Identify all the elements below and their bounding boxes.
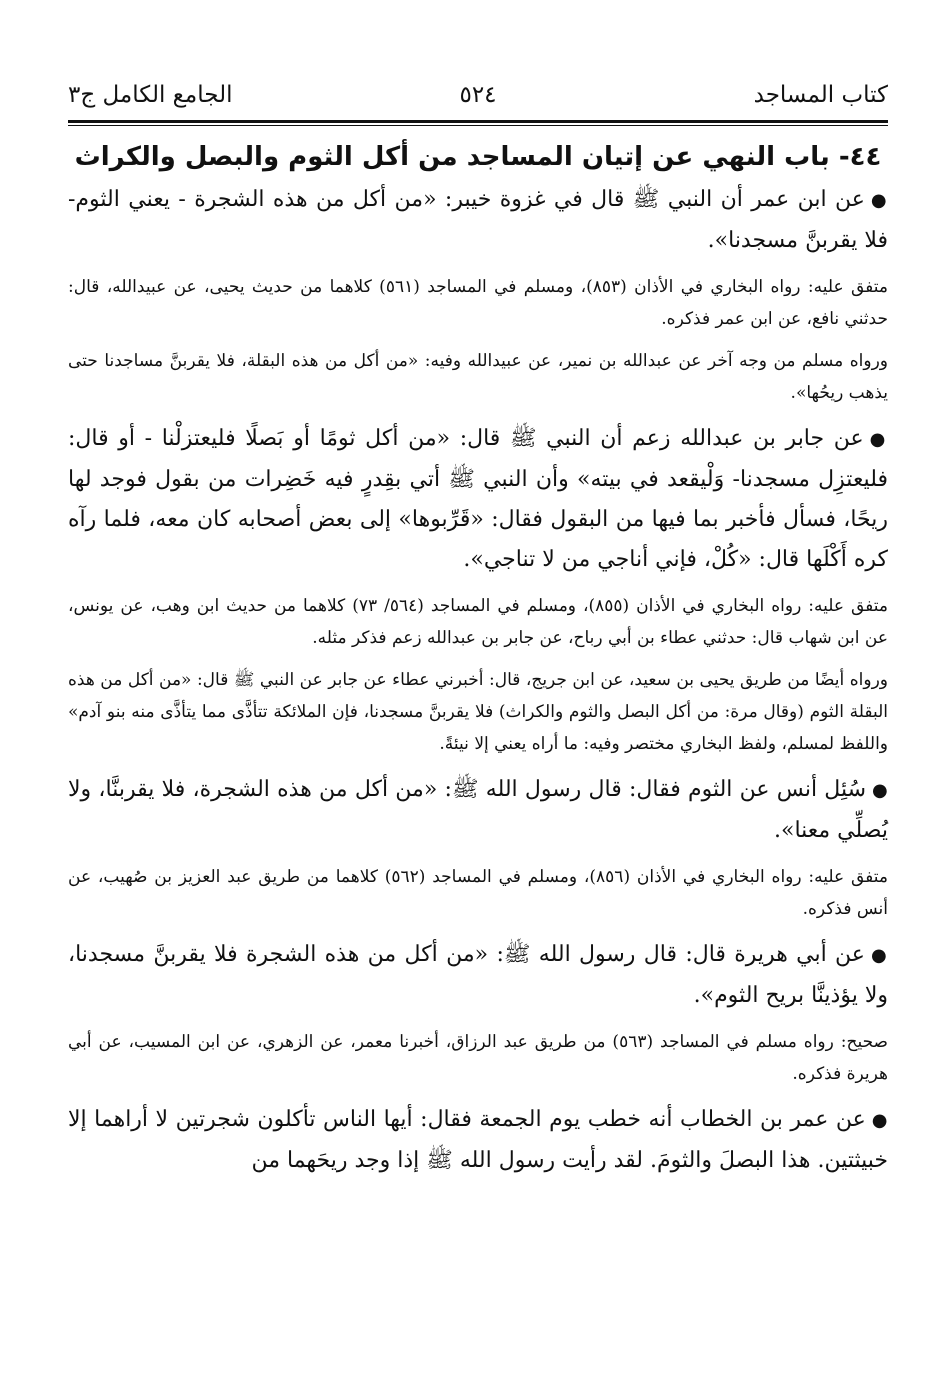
hadith-body: عن عمر بن الخطاب أنه خطب يوم الجمعة فقال: أيها الناس تأكلون شجرتين لا أراهما إلا خبيثتين. هذا البصلَ والثومَ. لقد رأيت رسول الله ﷺ إذا وجد ريحَهما من bbox=[68, 1107, 888, 1173]
takhrij-note: متفق عليه: رواه البخاري في الأذان (٨٥٦)، ومسلم في المساجد (٥٦٢) كلاهما من طريق عبد العزيز بن صُهيب، عن أنس فذكره. bbox=[68, 867, 888, 919]
header-rule-thin bbox=[68, 125, 888, 126]
hadith-text bbox=[68, 770, 888, 851]
hadith-text bbox=[68, 180, 888, 261]
takhrij-note: متفق عليه: رواه البخاري في الأذان (٨٥٣)، ومسلم في المساجد (٥٦١) كلاهما من حديث يحيى، عن عبيدالله، قال: حدثني نافع، عن ابن عمر فذكره. bbox=[68, 277, 888, 329]
header-rule-thick bbox=[68, 120, 888, 123]
bullet-icon: ● bbox=[872, 780, 888, 801]
bullet-icon: ● bbox=[871, 1110, 888, 1131]
hadith-text bbox=[68, 1100, 888, 1181]
hadith-text bbox=[68, 935, 888, 1016]
page-number: ٥٢٤ bbox=[459, 82, 497, 108]
hadith-body: عن أبي هريرة قال: قال رسول الله ﷺ: «من أكل من هذه الشجرة فلا يقربنَّ مسجدنا، ولا يؤذينَّا بريح الثوم». bbox=[68, 942, 888, 1008]
takhrij-note: ورواه أيضًا من طريق يحيى بن سعيد، عن ابن جريج، قال: أخبرني عطاء عن جابر عن النبي ﷺ قال: «من أكل من هذه البقلة الثوم (وقال مرة: من أكل البصل والثوم والكراث) فلا يقربنَّ مسجدنا، فإن الملائكة تتأذَّى مما يتأذَّى منه بنو آدم» واللفظ لمسلم، ولفظ البخاري مختصر وفيه: ما أراه يعني إلا نيئةً. bbox=[68, 670, 888, 754]
hadith-body: سُئِل أنس عن الثوم فقال: قال رسول الله ﷺ: «من أكل من هذه الشجرة، فلا يقربنَّا، ولا يُصلِّي معنا». bbox=[68, 777, 888, 843]
hadith-text bbox=[68, 419, 888, 580]
hadith-body: عن جابر بن عبدالله زعم أن النبي ﷺ قال: «من أكل ثومًا أو بَصلًا فليعتزلْنا - أو قال: فليعتزِل مسجدنا- وَلْيقعد في بيته» وأن النبي ﷺ أتي بقِدرٍ فيه خَضِرات من بقول فوجد لها ريحًا، فسأل فأخبر بما فيها من البقول فقال: «قَرِّبوها» إلى بعض أصحابه كان معه، فلما رآه كره أَكْلَها قال: «كُلْ، فإني أناجي من لا تناجي». bbox=[68, 426, 888, 572]
chapter-title: ٤٤- باب النهي عن إتيان المساجد من أكل الثوم والبصل والكراث bbox=[74, 142, 882, 172]
page-header bbox=[68, 76, 888, 118]
bullet-icon: ● bbox=[870, 190, 888, 211]
bullet-icon: ● bbox=[870, 945, 888, 966]
takhrij-note: متفق عليه: رواه البخاري في الأذان (٨٥٥)، ومسلم في المساجد (٥٦٤/ ٧٣) كلاهما من حديث ابن وهب، عن يونس، عن ابن شهاب قال: حدثني عطاء بن أبي رباح، عن جابر بن عبدالله زعم فذكر مثله. bbox=[68, 596, 889, 648]
running-head-title: الجامع الكامل ج٣ bbox=[68, 82, 233, 108]
hadith-body: عن ابن عمر أن النبي ﷺ قال في غزوة خيبر: «من أكل من هذه الشجرة - يعني الثوم- فلا يقربنَّ مسجدنا». bbox=[68, 187, 888, 253]
takhrij-note: صحيح: رواه مسلم في المساجد (٥٦٣) من طريق عبد الرزاق، أخبرنا معمر، عن الزهري، عن ابن المسيب، عن أبي هريرة فذكره. bbox=[68, 1032, 888, 1084]
takhrij-note: ورواه مسلم من وجه آخر عن عبدالله بن نمير، عن عبيدالله وفيه: «من أكل من هذه البقلة، فلا يقربنَّ مساجدنا حتى يذهب ريحُها». bbox=[68, 351, 888, 403]
book-page bbox=[68, 76, 888, 1181]
bullet-icon: ● bbox=[869, 429, 888, 450]
running-head-section: كتاب المساجد bbox=[753, 82, 888, 108]
